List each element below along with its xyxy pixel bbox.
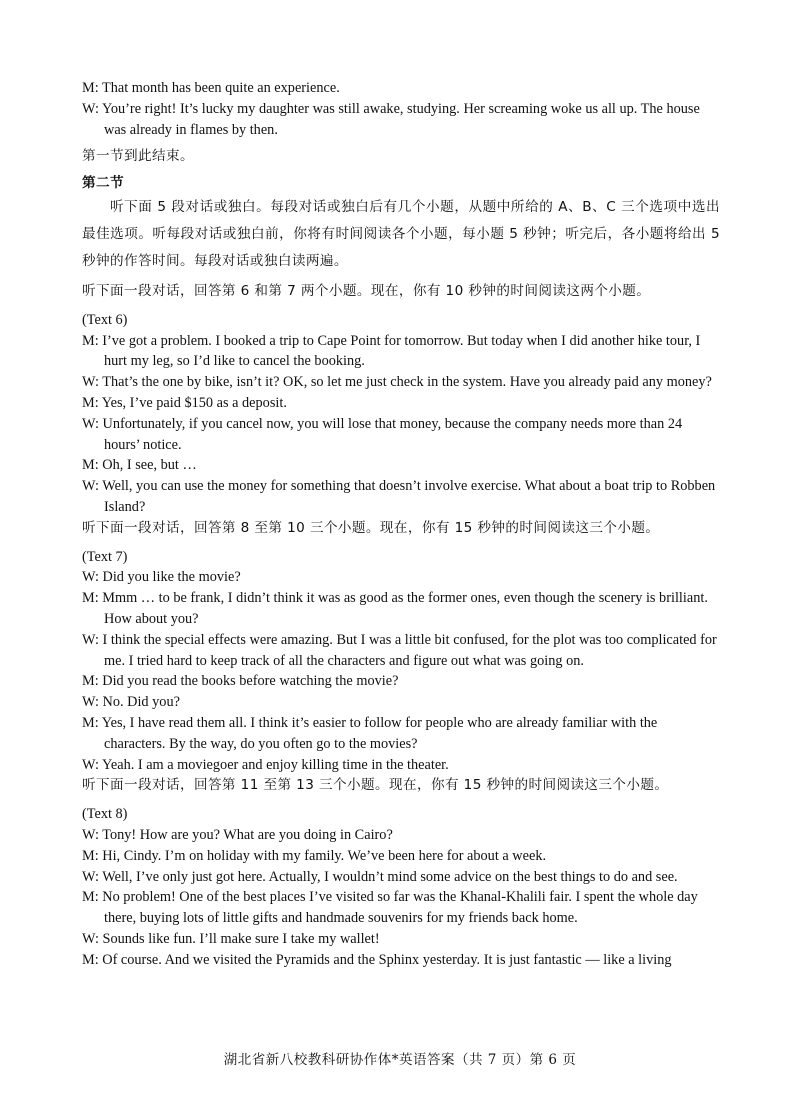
dialogue-line: M: Hi, Cindy. I’m on holiday with my family. We’ve been here for about a week. <box>82 847 547 864</box>
page-footer: 湖北省新八校教科研协作体*英语答案（共 7 页）第 6 页 <box>223 1052 577 1068</box>
instruction-line: 听下面一段对话，回答第 8 至第 10 三个小题。现在，你有 15 秒钟的时间阅读这三个小题。 <box>82 519 660 536</box>
dialogue-line: W: Did you like the movie? <box>82 569 241 586</box>
section-label: (Text 6) <box>82 311 128 328</box>
dialogue-line: W: I think the special effects were amazing. But I was a little bit confused, for the plot was too complicated for me. I tried hard to keep track of all the characters and figure out what was going on. <box>82 631 717 669</box>
dialogue-line: W: That’s the one by bike, isn’t it? OK, so let me just check in the system. Have you already paid any money? <box>82 374 712 391</box>
dialogue-line: M: I’ve got a problem. I booked a trip to Cape Point for tomorrow. But today when I did another hike tour, I hurt my leg, so I’d like to cancel the booking. <box>82 332 701 370</box>
dialogue-line: M: Yes, I have read them all. I think it’s easier to follow for people who are already familiar with the characters. By the way, do you often go to the movies? <box>82 714 658 752</box>
instruction-line: 听下面一段对话，回答第 6 和第 7 两个小题。现在，你有 10 秒钟的时间阅读这两个小题。 <box>82 282 651 299</box>
dialogue-line: M: Did you read the books before watching the movie? <box>82 673 399 690</box>
instruction-line: 听下面 5 段对话或独白。每段对话或独白后有几个小题，从题中所给的 A、B、C 三个选项中选出最佳选项。听每段对话或独白前，你将有时间阅读各个小题，每小题 5 秒钟；听完后，各小题将给出 5 秒钟的作答时间。每段对话或独白读两遍。 <box>82 198 720 269</box>
instruction-line: 第一节到此结束。 <box>82 148 194 165</box>
dialogue-line: W: Tony! How are you? What are you doing in Cairo? <box>82 826 393 843</box>
dialogue-line: M: No problem! One of the best places I’ve visited so far was the Khanal-Khalili fair. I spent the whole day there, buying lots of little gifts and handmade souvenirs for my friends back home. <box>82 889 698 927</box>
dialogue-line: W: Sounds like fun. I’ll make sure I take my wallet! <box>82 930 380 947</box>
dialogue-line: W: Unfortunately, if you cancel now, you will lose that money, because the company needs more than 24 hours’ notice. <box>82 415 683 453</box>
instruction-line: 第二节 <box>82 175 124 192</box>
dialogue-line: W: Well, I’ve only just got here. Actually, I wouldn’t mind some advice on the best things to do and see. <box>82 868 678 885</box>
document-body <box>82 78 720 970</box>
dialogue-line: M: That month has been quite an experience. <box>82 80 340 96</box>
section-label: (Text 7) <box>82 548 128 565</box>
dialogue-line: M: Mmm … to be frank, I didn’t think it was as good as the former ones, even though the scenery is brilliant. How about you? <box>82 590 708 627</box>
instruction-line: 听下面一段对话，回答第 11 至第 13 三个小题。现在，你有 15 秒钟的时间阅读这三个小题。 <box>82 777 669 794</box>
dialogue-line: W: Yeah. I am a moviegoer and enjoy killing time in the theater. <box>82 756 449 773</box>
dialogue-line: M: Oh, I see, but … <box>82 457 197 474</box>
dialogue-line: W: Well, you can use the money for something that doesn’t involve exercise. What about a boat trip to Robben Island? <box>82 478 716 515</box>
section-label: (Text 8) <box>82 806 128 823</box>
dialogue-line: M: Of course. And we visited the Pyramids and the Sphinx yesterday. It is just fantastic — like a living <box>82 951 672 968</box>
dialogue-line: W: You’re right! It’s lucky my daughter was still awake, studying. Her screaming woke us all up. The house was already in flames by then. <box>82 100 700 138</box>
dialogue-line: M: Yes, I’ve paid $150 as a deposit. <box>82 394 287 411</box>
dialogue-line: W: No. Did you? <box>82 694 180 711</box>
